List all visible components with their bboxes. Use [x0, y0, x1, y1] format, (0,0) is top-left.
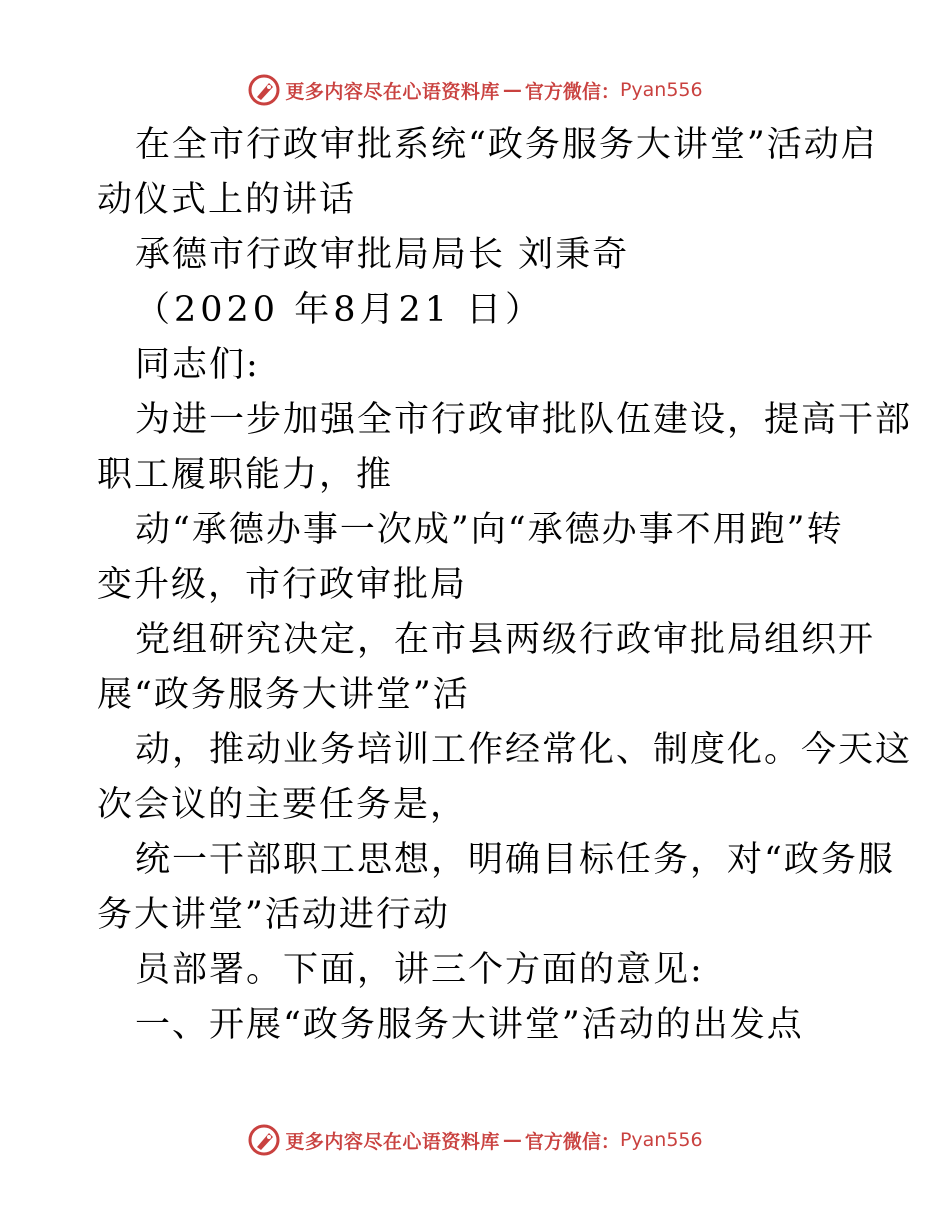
paragraph-line: 次会议的主要任务是，: [97, 785, 468, 825]
paragraph-line: 为进一步加强全市行政审批队伍建设，提高干部: [135, 400, 913, 440]
footer-banner: [0, 1120, 950, 1160]
paragraph-line: 员部署。下面，讲三个方面的意见:: [135, 950, 704, 990]
banner-dash: —: [502, 1129, 522, 1151]
banner-site-text: 更多内容尽在心语资料库: [285, 80, 500, 103]
title-line-1: 在全市行政审批系统“政务服务大讲堂”活动启: [135, 125, 878, 165]
paragraph-line: 职工履职能力，推: [97, 455, 394, 495]
paragraph-line: 务大讲堂”活动进行动: [97, 895, 450, 935]
paragraph-line: 动“承德办事一次成”向“承德办事不用跑”转: [135, 510, 844, 550]
banner-wechat-id: Pyan556: [619, 79, 703, 101]
paragraph-line: 统一干部职工思想，明确目标任务，对“政务服: [135, 840, 895, 880]
paragraph-line: 党组研究决定，在市县两级行政审批局组织开: [135, 620, 876, 660]
salutation: 同志们:: [135, 345, 260, 385]
pen-nib-logo-icon: [247, 1123, 281, 1157]
banner-wechat-label: 官方微信：: [524, 80, 620, 103]
author-line: 承德市行政审批局局长 刘秉奇: [135, 235, 630, 275]
paragraph-line: 变升级，市行政审批局: [97, 565, 468, 605]
paragraph-line: 动，推动业务培训工作经常化、制度化。今天这: [135, 730, 913, 770]
banner-wechat-id: Pyan556: [619, 1129, 703, 1151]
document-body: [97, 118, 913, 1053]
banner-site-text: 更多内容尽在心语资料库: [285, 1130, 500, 1153]
banner-wechat-label: 官方微信：: [524, 1130, 620, 1153]
paragraph-line: 展“政务服务大讲堂”活: [97, 675, 470, 715]
section-heading: 一、开展“政务服务大讲堂”活动的出发点: [135, 1005, 804, 1045]
title-line-2: 动仪式上的讲话: [97, 180, 357, 220]
header-banner: [0, 70, 950, 110]
date-line: （2020 年8月21 日）: [135, 290, 545, 330]
pen-nib-logo-icon: [247, 73, 281, 107]
banner-dash: —: [502, 79, 522, 101]
